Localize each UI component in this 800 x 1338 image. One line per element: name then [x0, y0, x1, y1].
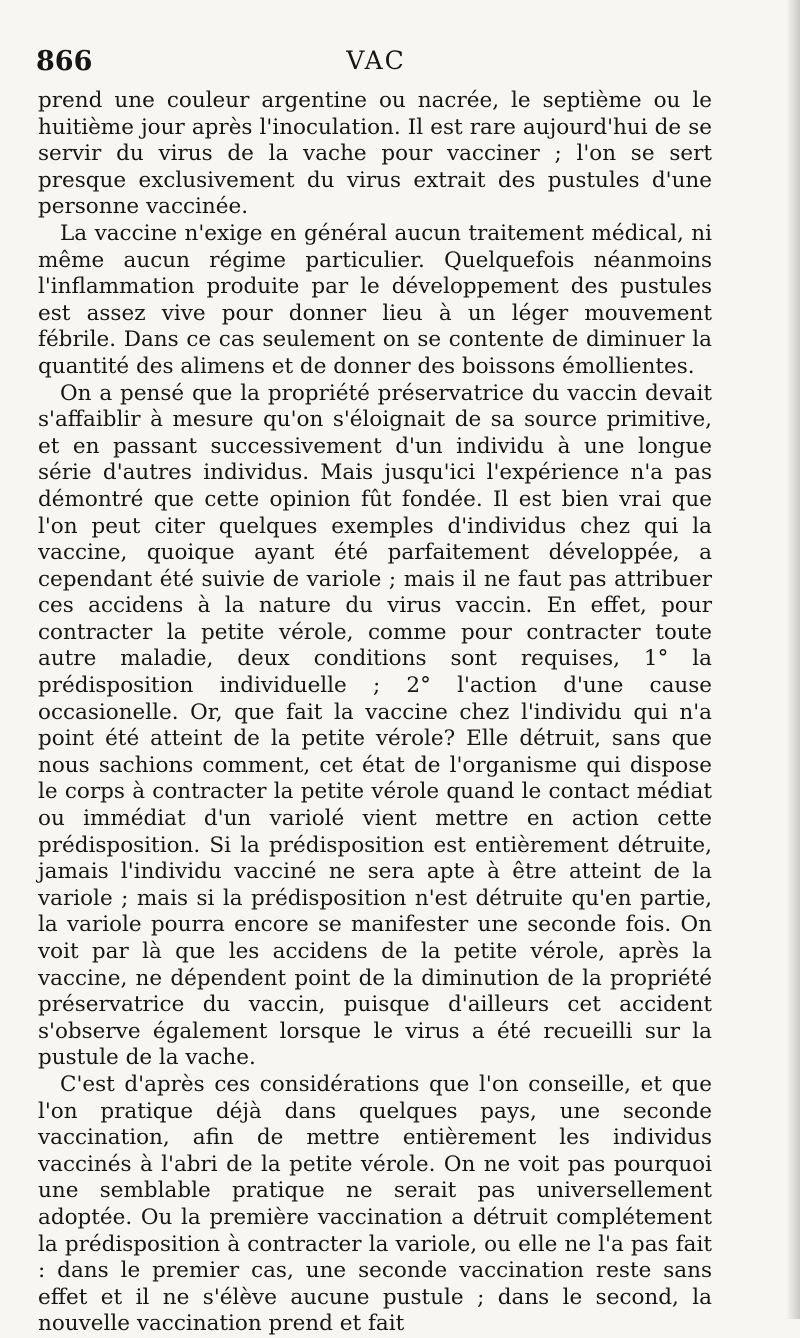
paragraph-2: La vaccine n'exige en général aucun traitement médical, ni même aucun régime particulier. Quelquefois néanmoins l'inflammation produite par le développement des pustules est assez vive pour donner lieu à un léger mouvement fébrile. Dans ce cas seulement on se contente de diminuer la quantité des alimens et de donner des boissons émollientes. [38, 220, 712, 379]
running-head: VAC [346, 46, 406, 75]
paragraph-4: C'est d'après ces considérations que l'on conseille, et que l'on pratique déjà dans quelques pays, une seconde vaccination, afin de mettre entièrement les individus vaccinés à l'abri de la petite vérole. On ne voit pas pourquoi une semblable pratique ne serait pas universellement adoptée. Ou la première vaccination a détruit complétement la prédisposition à contracter la variole, ou elle ne l'a pas fait : dans le premier cas, une seconde vaccination reste sans effet et il ne s'élève aucune pustule ; dans le second, la nouvelle vaccination prend et fait [38, 1071, 712, 1337]
page-header [36, 46, 716, 86]
page-edge-shadow [786, 0, 800, 1319]
page-number: 866 [36, 46, 93, 77]
paragraph-1: prend une couleur argentine ou nacrée, le septième ou le huitième jour après l'inoculation. Il est rare aujourd'hui de se servir du virus de la vache pour vacciner ; l'on se sert presque exclusivement du virus extrait des pustules d'une personne vaccinée. [38, 88, 712, 220]
body-text [38, 88, 712, 1338]
paragraph-3: On a pensé que la propriété préservatrice du vaccin devait s'affaiblir à mesure qu'on s'éloignait de sa source primitive, et en passant successivement d'un individu à une longue série d'autres individus. Mais jusqu'ici l'expérience n'a pas démontré que cette opinion fût fondée. Il est bien vrai que l'on peut citer quelques exemples d'individus chez qui la vaccine, quoique ayant été parfaitement développée, a cependant été suivie de variole ; mais il ne faut pas attribuer ces accidens à la nature du virus vaccin. En effet, pour contracter la petite vérole, comme pour contracter toute autre maladie, deux conditions sont requises, 1° la prédisposition individuelle ; 2° l'action d'une cause occasionelle. Or, que fait la vaccine chez l'individu qui n'a point été atteint de la petite vérole? Elle détruit, sans que nous sachions comment, cet état de l'organisme qui dispose le corps à contracter la petite vérole quand le contact médiat ou immédiat d'un variolé vient mettre en action cette prédisposition. Si la prédisposition est entièrement détruite, jamais l'individu vacciné ne sera apte à être atteint de la variole ; mais si la prédisposition n'est détruite qu'en partie, la variole pourra encore se manifester une seconde fois. On voit par là que les accidens de la petite vérole, après la vaccine, ne dépendent point de la diminution de la propriété préservatrice du vaccin, puisque d'ailleurs cet accident s'observe également lorsque le virus a été recueilli sur la pustule de la vache. [38, 380, 712, 1071]
